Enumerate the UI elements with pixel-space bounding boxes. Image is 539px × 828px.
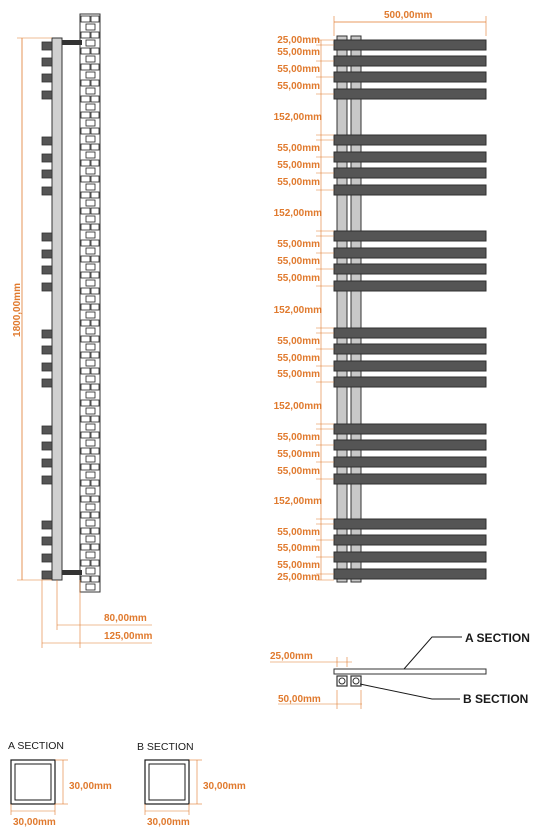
bar-end-stub (42, 426, 52, 434)
brick (81, 384, 90, 390)
bar-end-stub (42, 91, 52, 99)
brick (86, 296, 95, 302)
bar-end-stub (42, 250, 52, 258)
brick (91, 576, 99, 582)
top-view (270, 631, 530, 709)
towel-bar (334, 474, 486, 484)
towel-bar (334, 168, 486, 178)
dim-125-label: 125,00mm (104, 631, 153, 642)
brick (91, 176, 99, 182)
towel-bar (334, 377, 486, 387)
spacing-label: 55,00mm (277, 47, 320, 58)
top-bracket (62, 40, 82, 45)
spacing-label: 55,00mm (277, 527, 320, 538)
b-section-leader (360, 684, 460, 699)
bar-end-stub (42, 42, 52, 50)
spacing-label: 55,00mm (277, 353, 320, 364)
brick (81, 48, 90, 54)
bar-end-stub (42, 363, 52, 371)
brick (91, 496, 99, 502)
bar-end-stub (42, 476, 52, 484)
brick (91, 400, 99, 406)
section-b-height-label: 30,00mm (203, 781, 246, 792)
bar-end-stub (42, 154, 52, 162)
brick (91, 128, 99, 134)
spacing-label: 152,00mm (273, 401, 322, 412)
towel-bar (334, 281, 486, 291)
spacing-label: 55,00mm (277, 256, 320, 267)
front-view (274, 10, 486, 583)
brick (81, 208, 90, 214)
brick (91, 256, 99, 262)
towel-bar (334, 40, 486, 50)
bar-end-stub (42, 379, 52, 387)
brick (86, 88, 95, 94)
brick (86, 344, 95, 350)
spacing-label: 55,00mm (277, 64, 320, 75)
bar-end-stub (42, 74, 52, 82)
section-b-detail (137, 741, 246, 828)
towel-bar (334, 424, 486, 434)
spacing-label: 152,00mm (273, 208, 322, 219)
brick (86, 312, 95, 318)
brick (81, 128, 90, 134)
brick (91, 336, 99, 342)
brick (81, 576, 90, 582)
brick (86, 424, 95, 430)
brick (91, 208, 99, 214)
brick (81, 16, 90, 22)
a-section-leader (404, 637, 462, 669)
brick (81, 320, 90, 326)
brick (81, 288, 90, 294)
towel-bar (334, 185, 486, 195)
brick (86, 232, 95, 238)
brick (91, 16, 99, 22)
brick (86, 472, 95, 478)
towel-bar (334, 231, 486, 241)
spacing-label: 55,00mm (277, 177, 320, 188)
brick (86, 152, 95, 158)
bar-end-stub (42, 283, 52, 291)
brick (81, 256, 90, 262)
section-a-height-label: 30,00mm (69, 781, 112, 792)
brick (91, 560, 99, 566)
brick (81, 32, 90, 38)
front-post-right (351, 36, 361, 582)
brick (91, 288, 99, 294)
bar-end-stub (42, 554, 52, 562)
bottom-bracket (62, 570, 82, 575)
towel-bar (334, 457, 486, 467)
brick (91, 512, 99, 518)
section-b-width-label: 30,00mm (147, 817, 190, 828)
top-view-bar (334, 669, 486, 674)
brick (91, 304, 99, 310)
spacing-label: 55,00mm (277, 160, 320, 171)
bar-end-stub (42, 330, 52, 338)
towel-bar (334, 535, 486, 545)
brick (86, 440, 95, 446)
brick (81, 448, 90, 454)
brick (81, 416, 90, 422)
spacing-label: 55,00mm (277, 543, 320, 554)
bar-end-stub (42, 537, 52, 545)
brick (81, 112, 90, 118)
spacing-label: 55,00mm (277, 336, 320, 347)
height-dim-label: 1800,00mm (12, 283, 23, 337)
towel-bar (334, 552, 486, 562)
brick (81, 400, 90, 406)
brick (86, 200, 95, 206)
brick (91, 352, 99, 358)
spacing-label: 25,00mm (277, 35, 320, 46)
bar-end-stub (42, 442, 52, 450)
spacing-label: 55,00mm (277, 466, 320, 477)
towel-bar (334, 89, 486, 99)
brick (86, 216, 95, 222)
brick (86, 248, 95, 254)
brick-wall (80, 14, 100, 592)
bar-end-stub (42, 571, 52, 579)
brick (91, 432, 99, 438)
brick (81, 352, 90, 358)
brick (91, 96, 99, 102)
spacing-label: 152,00mm (273, 112, 322, 123)
towel-bar (334, 248, 486, 258)
brick (81, 496, 90, 502)
brick (81, 544, 90, 550)
spacing-label: 55,00mm (277, 273, 320, 284)
brick (86, 504, 95, 510)
brick (86, 568, 95, 574)
brick (91, 528, 99, 534)
side-bar-stubs (42, 42, 52, 579)
bar-end-stub (42, 187, 52, 195)
brick (86, 184, 95, 190)
brick (86, 40, 95, 46)
bar-end-stub (42, 233, 52, 241)
brick (91, 160, 99, 166)
spacing-label: 55,00mm (277, 369, 320, 380)
bar-end-stub (42, 459, 52, 467)
bar-end-stub (42, 170, 52, 178)
towel-bar (334, 344, 486, 354)
towel-bar (334, 569, 486, 579)
brick (91, 144, 99, 150)
section-a-title: A SECTION (8, 740, 65, 752)
brick (86, 488, 95, 494)
brick (86, 104, 95, 110)
towel-bar (334, 72, 486, 82)
brick (91, 464, 99, 470)
towel-bar (334, 135, 486, 145)
brick (86, 376, 95, 382)
brick (91, 544, 99, 550)
brick (81, 144, 90, 150)
towel-bar (334, 361, 486, 371)
brick (81, 432, 90, 438)
spacing-label: 55,00mm (277, 143, 320, 154)
spacing-label: 152,00mm (273, 305, 322, 316)
brick (86, 280, 95, 286)
section-a-width-label: 30,00mm (13, 817, 56, 828)
brick (81, 240, 90, 246)
brick (91, 272, 99, 278)
top-dim-25-label: 25,00mm (270, 651, 313, 662)
brick (86, 520, 95, 526)
brick (86, 120, 95, 126)
brick (81, 512, 90, 518)
brick (81, 176, 90, 182)
brick (86, 584, 95, 590)
section-a-inner (15, 764, 51, 800)
side-view (12, 14, 152, 648)
towel-bar (334, 519, 486, 529)
bar-end-stub (42, 58, 52, 66)
spacing-label: 55,00mm (277, 239, 320, 250)
brick (81, 224, 90, 230)
brick (81, 80, 90, 86)
spacing-label: 152,00mm (273, 496, 322, 507)
bar-end-stub (42, 521, 52, 529)
brick (91, 416, 99, 422)
brick (91, 80, 99, 86)
towel-bar (334, 440, 486, 450)
brick (81, 464, 90, 470)
brick (86, 392, 95, 398)
brick (91, 480, 99, 486)
brick (81, 336, 90, 342)
towel-bar (334, 152, 486, 162)
brick (91, 240, 99, 246)
towel-bar (334, 264, 486, 274)
brick (86, 552, 95, 558)
top-dim-50-label: 50,00mm (278, 694, 321, 705)
brick (86, 360, 95, 366)
brick (81, 64, 90, 70)
brick (81, 160, 90, 166)
section-b-inner (149, 764, 185, 800)
brick (86, 408, 95, 414)
spacing-label: 55,00mm (277, 432, 320, 443)
brick (86, 328, 95, 334)
brick (91, 368, 99, 374)
brick (86, 136, 95, 142)
spacing-label: 55,00mm (277, 449, 320, 460)
width-dim-label: 500,00mm (384, 10, 433, 21)
brick (81, 304, 90, 310)
brick (81, 96, 90, 102)
brick (86, 56, 95, 62)
section-b-title: B SECTION (137, 741, 194, 753)
brick (91, 48, 99, 54)
front-post-left (337, 36, 347, 582)
towel-bar (334, 328, 486, 338)
spacing-label: 25,00mm (277, 572, 320, 583)
a-section-callout: A SECTION (465, 631, 530, 645)
brick (81, 560, 90, 566)
brick (86, 264, 95, 270)
brick (91, 32, 99, 38)
brick (91, 64, 99, 70)
brick (86, 24, 95, 30)
brick (91, 384, 99, 390)
section-a-detail (8, 740, 112, 828)
bar-end-stub (42, 266, 52, 274)
brick (91, 224, 99, 230)
brick (86, 72, 95, 78)
brick (86, 456, 95, 462)
b-section-callout: B SECTION (463, 692, 529, 706)
brick (81, 528, 90, 534)
brick (81, 272, 90, 278)
brick (91, 112, 99, 118)
brick (86, 536, 95, 542)
brick (91, 320, 99, 326)
spacing-label: 55,00mm (277, 560, 320, 571)
brick (81, 192, 90, 198)
brick (91, 448, 99, 454)
brick (86, 168, 95, 174)
bar-end-stub (42, 137, 52, 145)
dim-80-label: 80,00mm (104, 613, 147, 624)
bar-end-stub (42, 346, 52, 354)
brick (81, 480, 90, 486)
spacing-label: 55,00mm (277, 81, 320, 92)
brick (91, 192, 99, 198)
side-post (52, 38, 62, 580)
brick (81, 368, 90, 374)
towel-bar (334, 56, 486, 66)
